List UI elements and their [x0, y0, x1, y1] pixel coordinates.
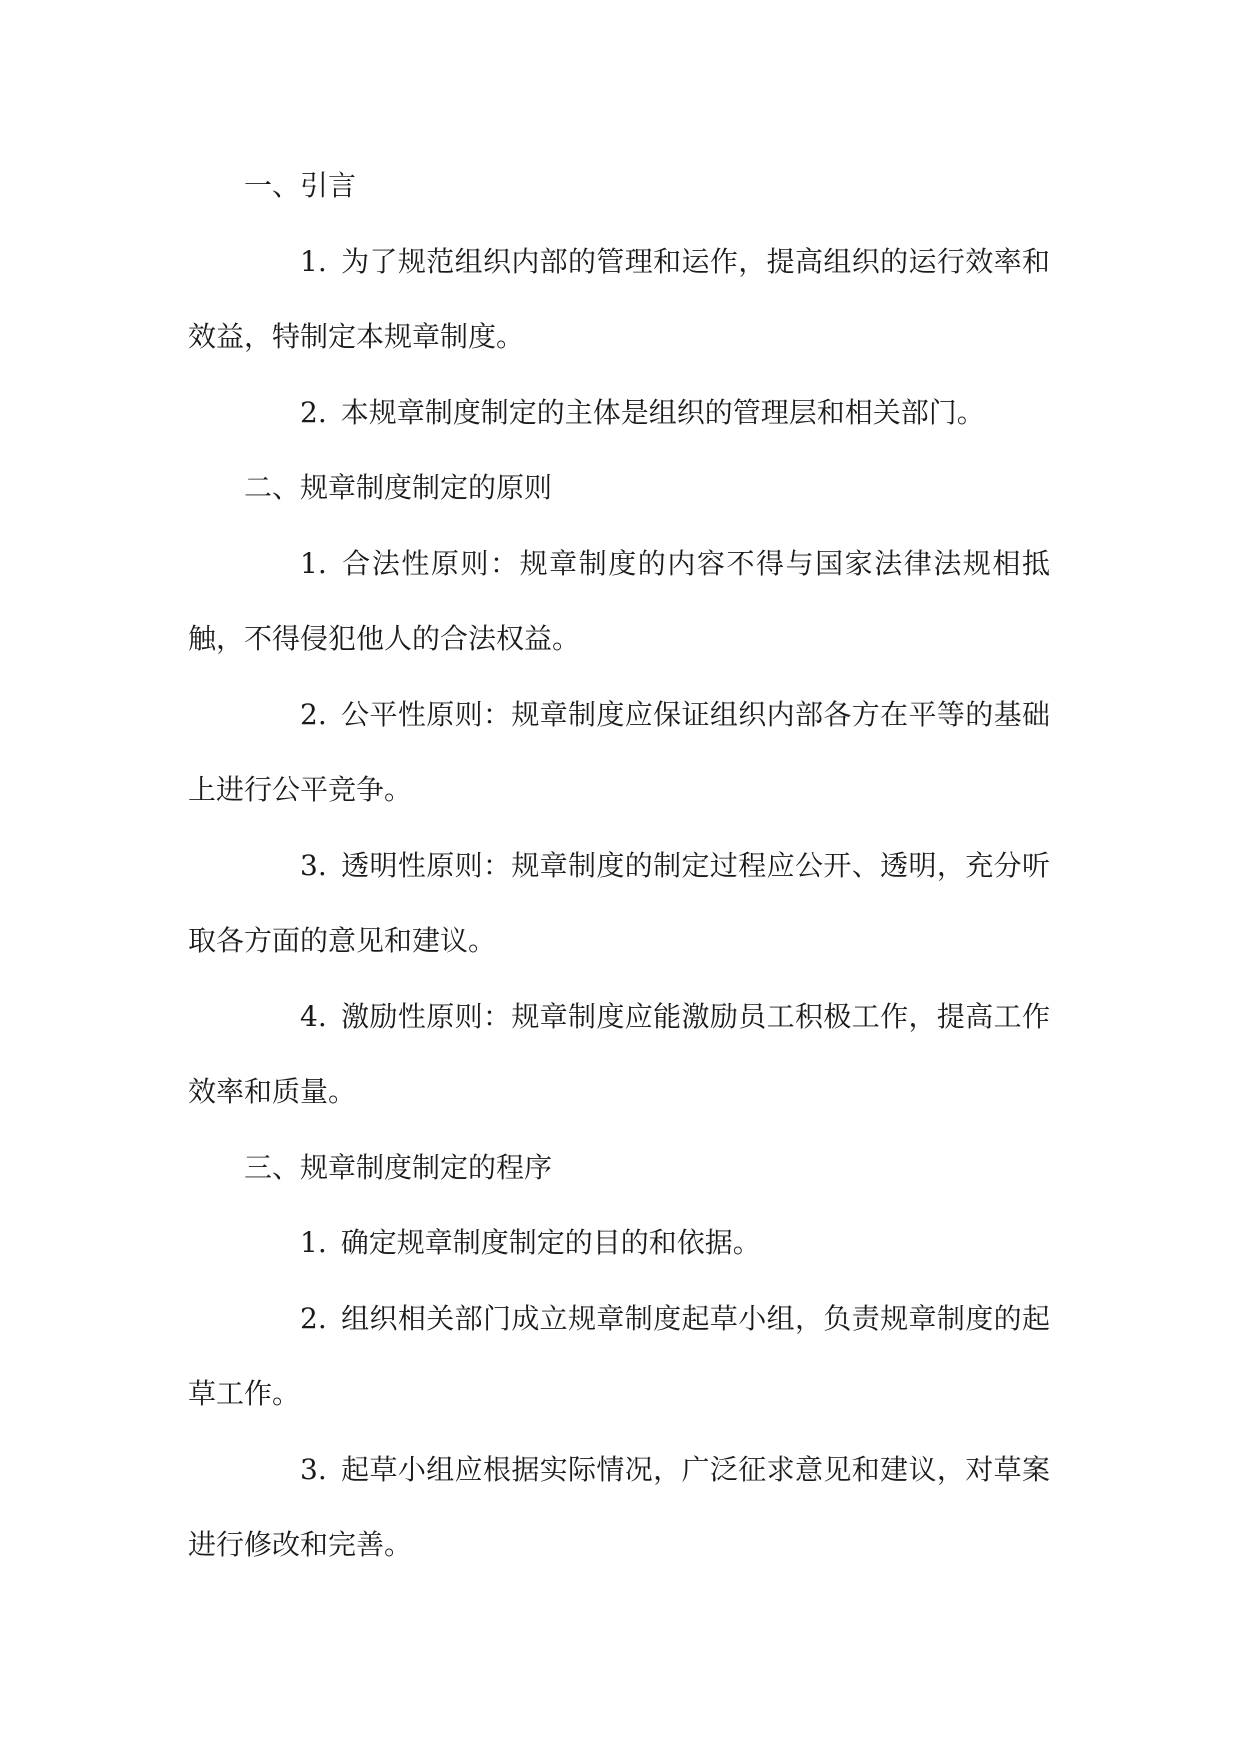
item-text: 激励性原则：规章制度应能激励员工积极工作，提高工作效率和质量。 [188, 999, 1050, 1108]
item-text: 公平性原则：规章制度应保证组织内部各方在平等的基础上进行公平竞争。 [188, 697, 1050, 806]
document-body [188, 148, 1050, 1583]
item-text: 为了规范组织内部的管理和运作，提高组织的运行效率和效益，特制定本规章制度。 [188, 244, 1050, 353]
list-item [188, 677, 1050, 828]
item-number: 1. [300, 546, 327, 580]
heading-text: 三、规章制度制定的程序 [244, 1150, 553, 1184]
section-heading [188, 148, 1050, 224]
heading-text: 一、引言 [244, 169, 357, 202]
item-number: 3. [300, 1452, 327, 1486]
item-number: 2. [300, 697, 327, 731]
list-item [188, 979, 1050, 1130]
item-number: 2. [300, 395, 327, 429]
item-number: 1. [300, 1226, 327, 1259]
item-number: 1. [300, 244, 327, 278]
section-heading [188, 450, 1050, 526]
list-item [188, 224, 1050, 375]
list-item [188, 828, 1050, 979]
item-number: 3. [300, 848, 327, 882]
list-item [188, 526, 1050, 677]
item-text: 组织相关部门成立规章制度起草小组，负责规章制度的起草工作。 [188, 1301, 1050, 1410]
item-text: 确定规章制度制定的目的和依据。 [340, 1226, 761, 1259]
section-heading [188, 1130, 1050, 1206]
list-item [188, 375, 1050, 451]
item-number: 4. [300, 999, 327, 1033]
heading-text: 二、规章制度制定的原则 [244, 471, 553, 504]
item-text: 透明性原则：规章制度的制定过程应公开、透明，充分听取各方面的意见和建议。 [188, 848, 1050, 957]
item-number: 2. [300, 1301, 327, 1335]
item-text: 合法性原则：规章制度的内容不得与国家法律法规相抵触，不得侵犯他人的合法权益。 [188, 546, 1050, 655]
item-text: 起草小组应根据实际情况，广泛征求意见和建议，对草案进行修改和完善。 [188, 1452, 1050, 1561]
list-item [188, 1432, 1050, 1583]
item-text: 本规章制度制定的主体是组织的管理层和相关部门。 [340, 395, 985, 429]
list-item [188, 1205, 1050, 1281]
list-item [188, 1281, 1050, 1432]
